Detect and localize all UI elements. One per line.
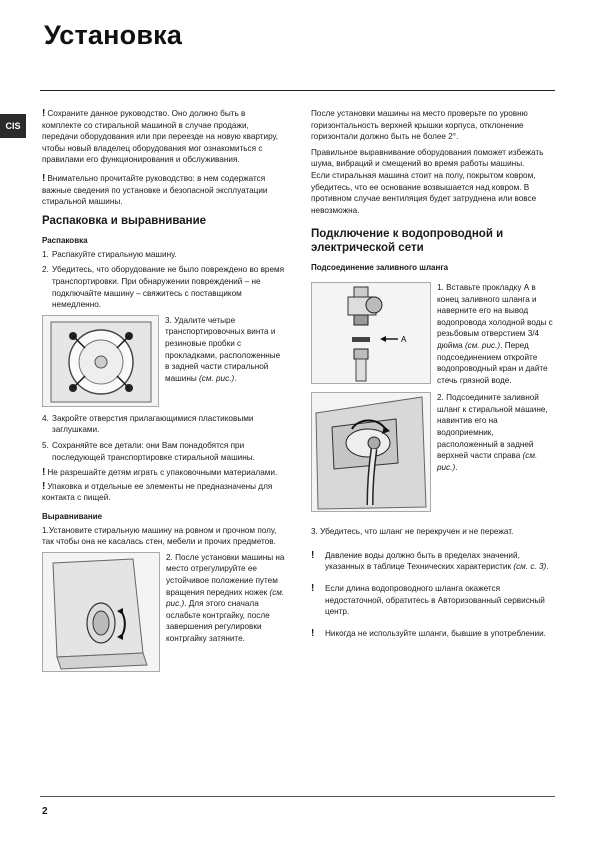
unpack-steps-2	[42, 413, 285, 463]
label-a: A	[401, 334, 407, 344]
adjustable-foot-illustration	[42, 552, 160, 672]
hose-step-2: 2. Подсоедините заливной шланг к стиральной машине, навинтив его на водоприемник, расположенный в задней верхней части справа (см. рис.).	[437, 393, 548, 472]
exclamation-icon: !	[311, 549, 315, 561]
note-used-hoses: ! Никогда не используйте шланги, бывшие в употреблении.	[311, 627, 546, 639]
page-title: Установка	[44, 20, 183, 50]
hose-step-1: 1. Вставьте прокладку А в конец заливного шланга и наверните его на вывод водопровода холодной воды с резьбовым отверстием 3/4 дюйма (см. рис.). Перед подсоединением откройте водопроводный кран и дайте стечь грязной воде.	[437, 282, 553, 385]
exclamation-icon: !	[311, 627, 315, 639]
figure-row-inlet	[311, 392, 555, 512]
figure-row-screws	[42, 315, 285, 407]
intro-note: ! Сохраните данное руководство. Оно должно быть в комплекте со стиральной машиной в случае продажи, передачи оборудования или при переезде на новую квартиру, чтобы новый владелец оборудования мог ознакомиться с правилами его функционирования и обслуживания.	[42, 108, 279, 165]
warning-children: ! Не разрешайте детям играть с упаковочными материалами.	[42, 467, 278, 479]
tap-hose-illustration	[311, 282, 431, 384]
language-tab: CIS	[0, 114, 26, 138]
step-3-text: 3. Удалите четыре транспортировочных винта и резиновые пробки с прокладками, расположенные в задней части стиральной машины (см. рис.).	[165, 315, 281, 383]
note-water-pressure: ! Давление воды должно быть в пределах значений, указанных в таблице Технических характеристик (см. с. 3).	[311, 549, 549, 572]
leveling-paragraph-1: После установки машины на место проверьте по уровню горизонтальность верхней крышки корпуса, отклонение горизонтали должно быть не более 2°.	[311, 109, 528, 142]
step-item: 5. Сохраняйте все детали: они Вам понадобятся при последующей транспортировке стиральной машины.	[42, 441, 255, 462]
right-column	[311, 108, 555, 649]
exclamation-icon: !	[42, 108, 46, 119]
section-title-unpacking: Распаковка и выравнивание	[42, 214, 207, 227]
unpack-steps	[42, 249, 285, 311]
leveling-step-1: 1.Установите стиральную машину на ровном и прочном полу, так чтобы она не касалась стен, мебели и прочих предметов.	[42, 525, 277, 547]
leveling-step-2: 2. После установки машины на место отрегулируйте ее устойчивое положение путем вращения передних ножек (см. рис.). Для этого сначала ослабьте контргайку, после завершения регулировки контргайку затяните.	[166, 552, 285, 643]
subsection-title-unpacking: Распаковка	[42, 236, 88, 246]
figure-row-tap	[311, 282, 555, 386]
machine-inlet-illustration	[311, 392, 431, 512]
leveling-paragraph-3: Если стиральная машина стоит на полу, покрытом ковром, убедитесь, что ее основание возвышается над ковром. В противном случае вентиляция будет затруднена или вовсе невозможна.	[311, 170, 537, 215]
subsection-title-inlet-hose: Подсоединение заливного шланга	[311, 263, 449, 273]
subsection-title-leveling: Выравнивание	[42, 511, 103, 521]
figure-row-feet	[42, 552, 285, 672]
read-note: ! Внимательно прочитайте руководство: в нем содержатся важные сведения по установке и безопасной эксплуатации стиральной машины.	[42, 172, 268, 207]
step-item: 2. Убедитесь, что оборудование не было повреждено во время транспортировки. При обнаружении повреждений – не подключайте машину – свяжитесь с поставщиком немедленно.	[42, 265, 285, 310]
hose-step-3: 3. Убедитесь, что шланг не перекручен и не пережат.	[311, 527, 514, 537]
leveling-paragraph-2: Правильное выравнивание оборудования поможет избежать шума, вибраций и смещений во время работы машины.	[311, 147, 544, 169]
header-rule	[40, 90, 555, 91]
exclamation-icon: !	[42, 467, 46, 479]
warning-food: ! Упаковка и отдельные ее элементы не предназначены для контакта с пищей.	[42, 480, 273, 503]
step-item: 4. Закройте отверстия прилагающимися пластиковыми заглушками.	[42, 413, 254, 435]
exclamation-icon: !	[42, 172, 46, 184]
section-title-connection: Подключение к водопроводной и электрической сети	[311, 228, 504, 254]
washer-back-screws-illustration	[42, 315, 159, 407]
footer-rule	[40, 796, 555, 797]
note-hose-length: ! Если длина водопроводного шланга окажется недостаточной, обратитесь в Авторизованный сервисный центр.	[311, 583, 545, 617]
exclamation-icon: !	[42, 480, 46, 492]
exclamation-icon: !	[311, 583, 315, 595]
left-column	[42, 108, 285, 678]
step-item: 1. Распакуйте стиральную машину.	[42, 249, 177, 259]
page-number: 2	[42, 806, 48, 817]
